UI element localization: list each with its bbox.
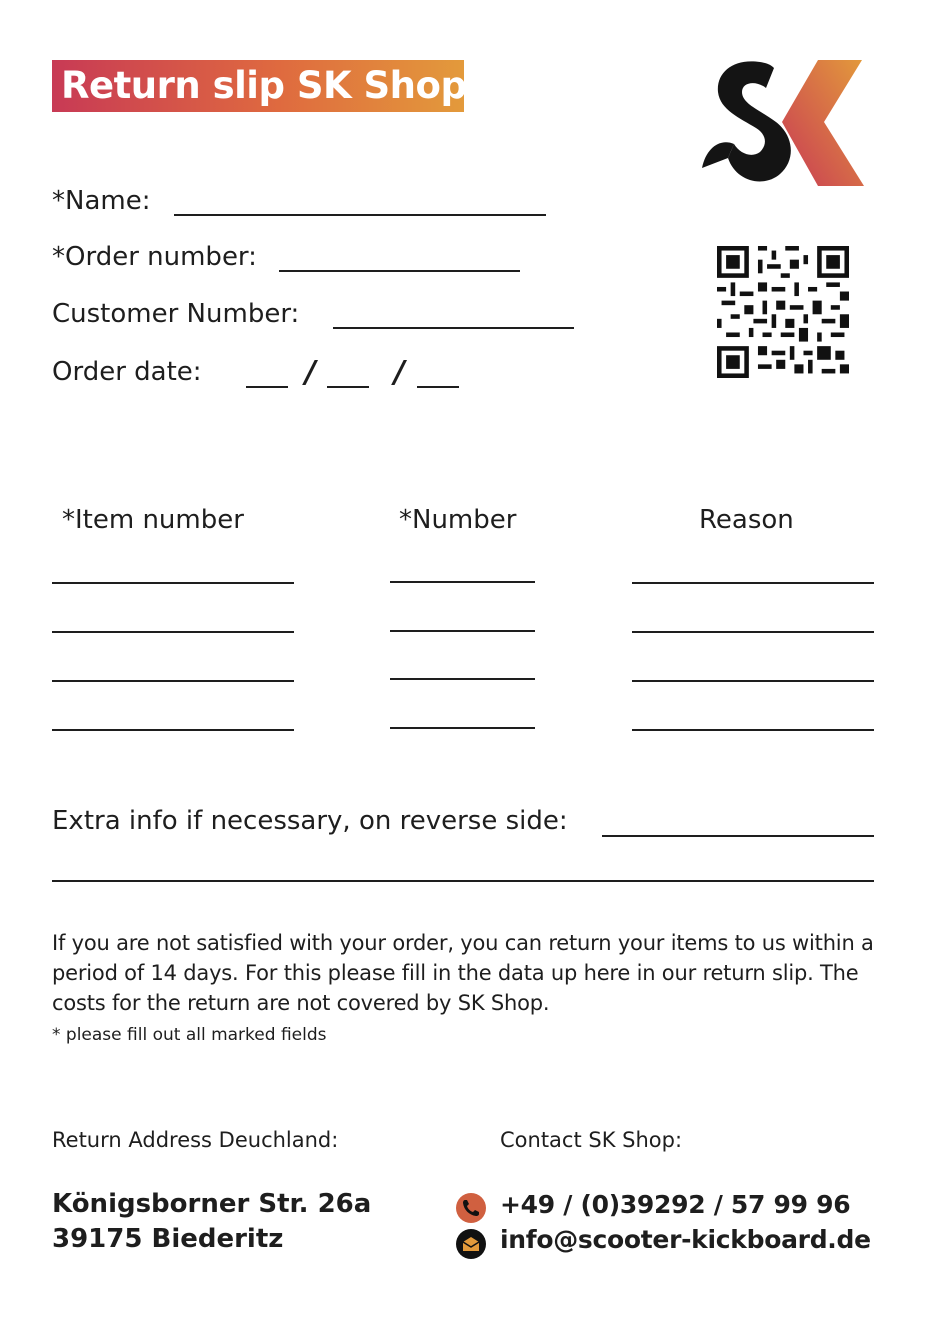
- reason-field[interactable]: [632, 582, 874, 584]
- title-banner: [52, 60, 467, 112]
- extra-info-field-line2[interactable]: [52, 880, 874, 882]
- name-label: *Name:: [52, 186, 151, 216]
- phone-icon: [455, 1192, 487, 1224]
- name-field[interactable]: [174, 214, 546, 216]
- info-paragraph: If you are not satisfied with your order, you can return your items to us within a period of 14 days. For this please fill in the data up here in our return slip. The costs for the return are not covered by SK Shop.: [52, 931, 874, 1015]
- item-number-header: *Item number: [62, 505, 244, 535]
- page-title: Return slip SK Shop: [61, 64, 467, 107]
- extra-info-field[interactable]: [602, 835, 874, 837]
- reason-header: Reason: [699, 505, 794, 535]
- customer-number-label: Customer Number:: [52, 299, 300, 329]
- order-number-field[interactable]: [279, 270, 520, 272]
- required-fields-note: * please fill out all marked fields: [52, 1025, 327, 1045]
- order-date-label: Order date:: [52, 357, 202, 387]
- address-city: 39175 Biederitz: [52, 1224, 284, 1254]
- quantity-field[interactable]: [390, 581, 535, 583]
- reason-field[interactable]: [632, 631, 874, 633]
- quantity-field[interactable]: [390, 630, 535, 632]
- contact-phone[interactable]: +49 / (0)39292 / 57 99 96: [500, 1190, 851, 1219]
- order-date-year-field[interactable]: [417, 386, 459, 388]
- item-number-field[interactable]: [52, 631, 294, 633]
- item-number-field[interactable]: [52, 680, 294, 682]
- item-number-field[interactable]: [52, 729, 294, 731]
- number-header: *Number: [399, 505, 517, 535]
- contact-heading: Contact SK Shop:: [500, 1128, 683, 1152]
- qr-code: [717, 246, 849, 378]
- return-address-heading: Return Address Deuchland:: [52, 1128, 339, 1152]
- quantity-field[interactable]: [390, 678, 535, 680]
- customer-number-field[interactable]: [333, 327, 574, 329]
- mail-icon: [455, 1228, 487, 1260]
- contact-email[interactable]: info@scooter-kickboard.de: [500, 1225, 871, 1254]
- reason-field[interactable]: [632, 729, 874, 731]
- quantity-field[interactable]: [390, 727, 535, 729]
- reason-field[interactable]: [632, 680, 874, 682]
- order-number-label: *Order number:: [52, 242, 257, 272]
- address-street: Königsborner Str. 26a: [52, 1189, 372, 1219]
- date-separator: /: [305, 355, 316, 390]
- extra-info-label: Extra info if necessary, on reverse side:: [52, 806, 568, 836]
- item-number-field[interactable]: [52, 582, 294, 584]
- order-date-month-field[interactable]: [327, 386, 369, 388]
- sk-logo: [700, 58, 866, 188]
- date-separator: /: [394, 355, 405, 390]
- order-date-day-field[interactable]: [246, 386, 288, 388]
